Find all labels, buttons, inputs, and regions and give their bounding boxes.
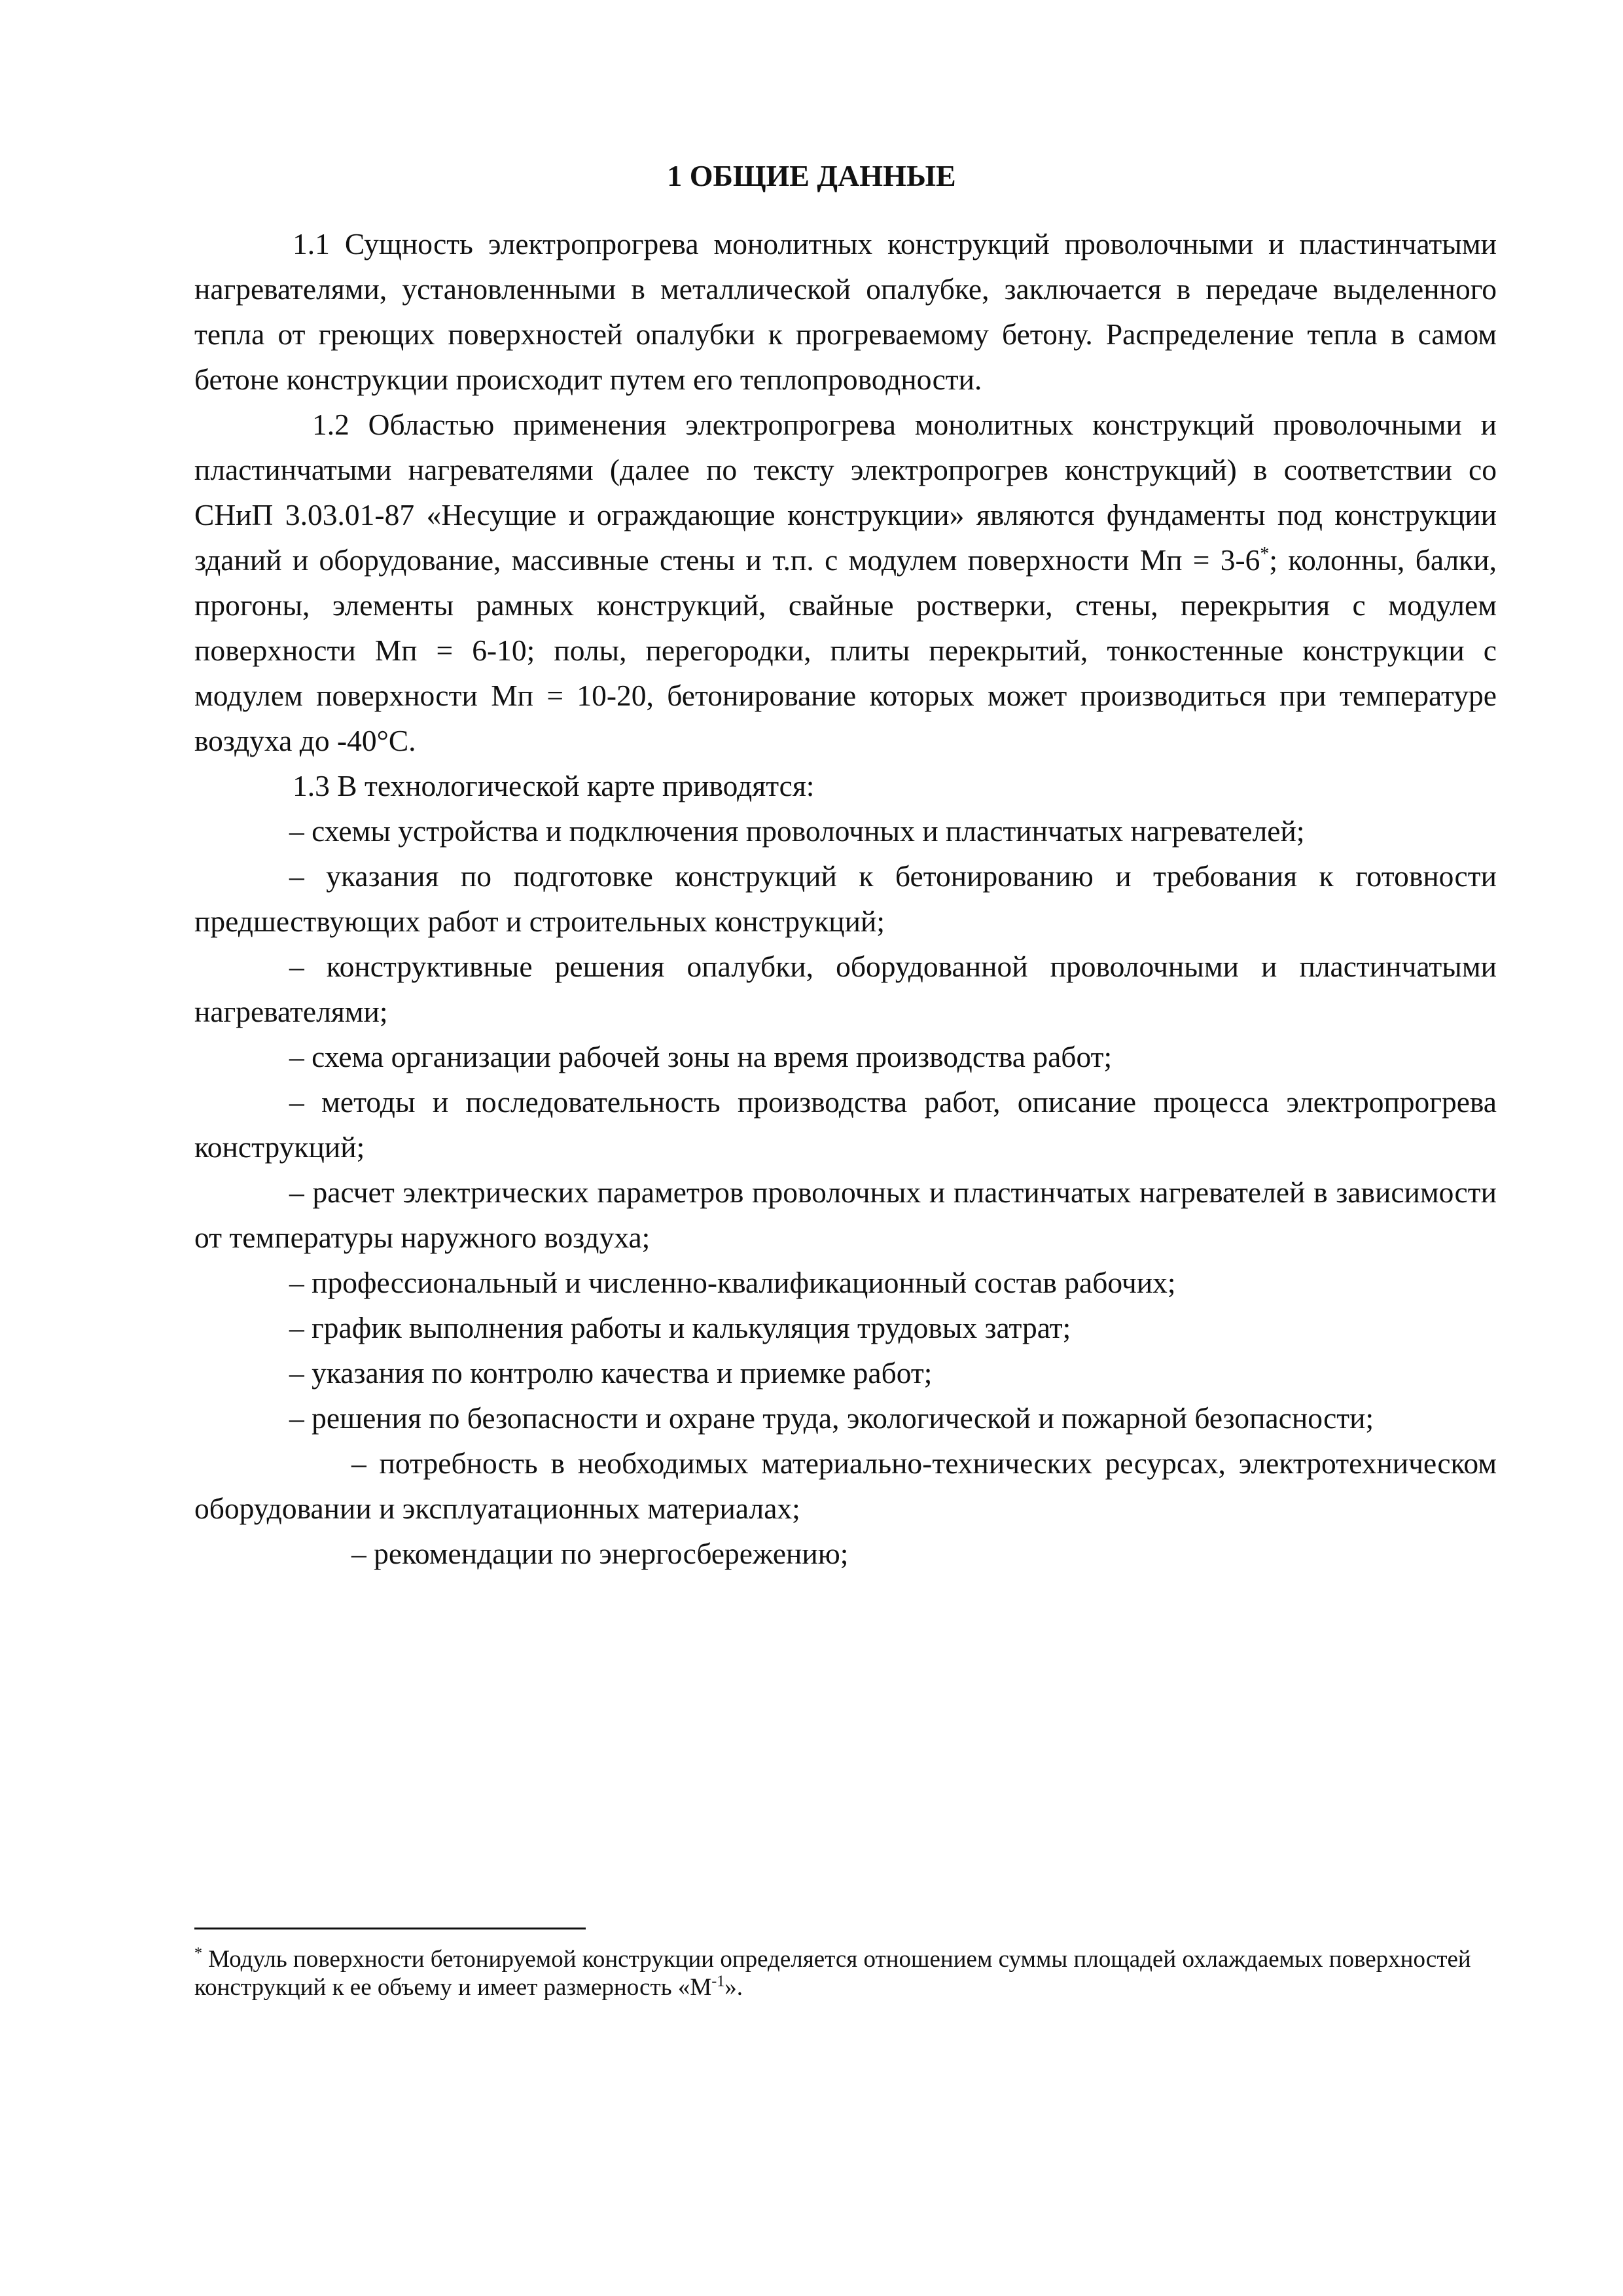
list-item: – конструктивные решения опалубки, оборудованной проволочными и пластинчатыми нагревателями;	[194, 950, 1497, 1028]
paragraph-1-3: 1.3 В технологической карте приводятся:	[293, 769, 815, 802]
footnote-text-end: ».	[724, 1974, 743, 2001]
list-item: – схемы устройства и подключения проволочных и пластинчатых нагревателей;	[289, 814, 1305, 848]
list-item: – рекомендации по энергосбережению;	[351, 1537, 849, 1570]
list-item: – потребность в необходимых материально-технических ресурсах, электротехническом оборудовании и эксплуатационных материалах;	[194, 1446, 1497, 1525]
body-text	[194, 221, 1497, 1576]
paragraph-1-2-part-2: ; колонны, балки, прогоны, элементы рамных конструкций, свайные ростверки, стены, перекрытия с модулем поверхности Мп = 6-10; полы, перегородки, плиты перекрытий, тонкостенные конструкции с модулем поверхности Мп = 10-20, бетонирование которых может производиться при температуре воздуха до -40°С.	[194, 543, 1497, 757]
list-item: – методы и последовательность производства работ, описание процесса электропрогрева конструкций;	[194, 1085, 1497, 1164]
list-item: – указания по подготовке конструкций к бетонированию и требования к готовности предшествующих работ и строительных конструкций;	[194, 859, 1497, 938]
footnote-reference-mark: *	[1260, 543, 1270, 564]
list-item: – указания по контролю качества и приемке работ;	[289, 1356, 933, 1390]
list-item: – профессиональный и численно-квалификационный состав рабочих;	[289, 1266, 1176, 1299]
paragraph-1-1: 1.1 Сущность электропрогрева монолитных конструкций проволочными и пластинчатыми нагревателями, установленными в металлической опалубке, заключается в передаче выделенного тепла от греющих поверхностей опалубки к прогреваемому бетону. Распределение тепла в самом бетоне конструкции происходит путем его теплопроводности.	[194, 227, 1497, 396]
footnote-text: Модуль поверхности бетонируемой конструкции определяется отношением суммы площадей охлаждаемых поверхностей конструкций к ее объему и имеет размерность «М	[194, 1946, 1471, 2001]
list-item: – решения по безопасности и охране труда, экологической и пожарной безопасности;	[289, 1401, 1374, 1435]
footnote-mark: *	[194, 1945, 202, 1962]
footnote-separator	[194, 1928, 586, 1929]
list-item: – схема организации рабочей зоны на время производства работ;	[289, 1040, 1113, 1073]
footnote	[194, 1945, 1497, 2001]
paragraph-1-2-part-1: 1.2 Областью применения электропрогрева монолитных конструкций проволочными и пластинчатыми нагревателями (далее по тексту электропрогрев конструкций) в соответствии со СНиП 3.03.01-87 «Несущие и ограждающие конструкции» являются фундаменты под конструкции зданий и оборудование, массивные стены и т.п. с модулем поверхности Мп = 3-6	[194, 408, 1497, 577]
section-heading: 1 ОБЩИЕ ДАННЫЕ	[667, 159, 956, 192]
list-item: – график выполнения работы и калькуляция трудовых затрат;	[289, 1311, 1071, 1344]
footnote-unit-exponent: -1	[711, 1973, 725, 1990]
list-item: – расчет электрических параметров проволочных и пластинчатых нагревателей в зависимости от температуры наружного воздуха;	[194, 1175, 1497, 1254]
paragraph-1-2	[194, 402, 1497, 763]
